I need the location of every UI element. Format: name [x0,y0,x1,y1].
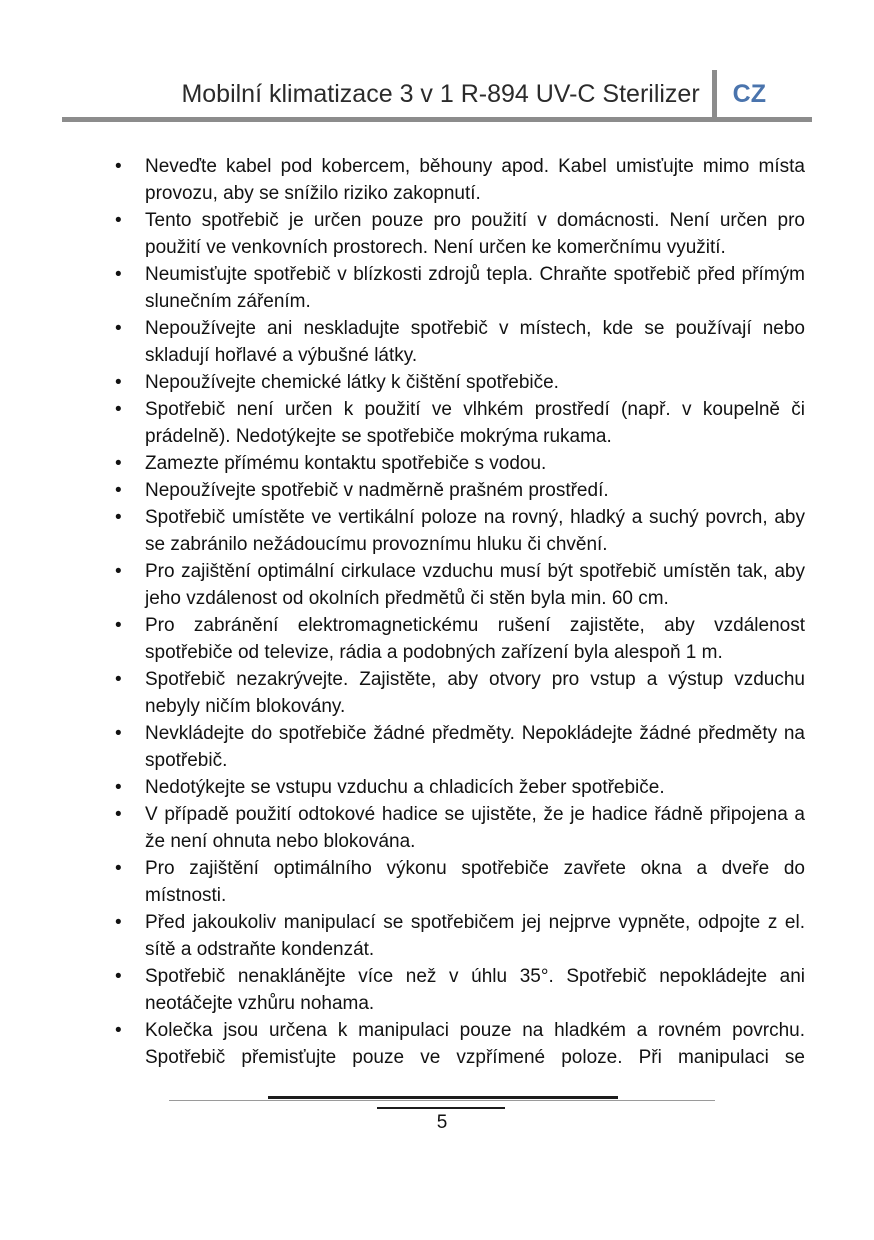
header-rule [62,117,812,122]
list-item: • Spotřebič umístěte ve vertikální poloze na rovný, hladký a suchý povrch, aby se zabránilo nežádoucímu provoznímu hluku či chvění. [113,504,805,558]
footer-rule-short [377,1107,505,1109]
list-item: • Nepoužívejte spotřebič v nadměrně prašném prostředí. [113,477,805,504]
list-item: • Neveďte kabel pod kobercem, běhouny apod. Kabel umisťujte mimo místa provozu, aby se snížilo riziko zakopnutí. [113,153,805,207]
list-item: • Před jakoukoliv manipulací se spotřebičem jej nejprve vypněte, odpojte z el. sítě a odstraňte kondenzát. [113,909,805,963]
list-item: • Nedotýkejte se vstupu vzduchu a chladicích žeber spotřebiče. [113,774,805,801]
list-item: • Nevkládejte do spotřebiče žádné předměty. Nepokládejte žádné předměty na spotřebič. [113,720,805,774]
language-badge: CZ [732,80,766,108]
page-header [62,70,812,122]
list-item: • V případě použití odtokové hadice se ujistěte, že je hadice řádně připojena a že není ohnuta nebo blokována. [113,801,805,855]
page-title: Mobilní klimatizace 3 v 1 R-894 UV-C Sterilizer [181,80,700,108]
list-item: • Nepoužívejte chemické látky k čištění spotřebiče. [113,369,805,396]
page-number: 5 [436,1112,448,1133]
header-divider [712,70,717,117]
safety-instructions-list [113,153,805,1071]
list-item: • Pro zabránění elektromagnetickému rušení zajistěte, aby vzdálenost spotřebiče od televize, rádia a podobných zařízení byla alespoň 1 m. [113,612,805,666]
list-item: • Spotřebič není určen k použití ve vlhkém prostředí (např. v koupelně či prádelně). Nedotýkejte se spotřebiče mokrýma rukama. [113,396,805,450]
header-row [62,70,812,117]
list-item: • Spotřebič nezakrývejte. Zajistěte, aby otvory pro vstup a výstup vzduchu nebyly ničím blokovány. [113,666,805,720]
footer-rule-top [268,1096,618,1099]
list-item: • Neumisťujte spotřebič v blízkosti zdrojů tepla. Chraňte spotřebič před přímým slunečním zářením. [113,261,805,315]
footer-rule-wide [169,1100,715,1101]
list-item: • Kolečka jsou určena k manipulaci pouze na hladkém a rovném povrchu. Spotřebič přemisťujte pouze ve vzpřímené poloze. Při manipulaci se [113,1017,805,1071]
list-item: • Pro zajištění optimální cirkulace vzduchu musí být spotřebič umístěn tak, aby jeho vzdálenost od okolních předmětů či stěn byla min. 60 cm. [113,558,805,612]
list-item: • Tento spotřebič je určen pouze pro použití v domácnosti. Není určen pro použití ve venkovních prostorech. Není určen ke komerčnímu využití. [113,207,805,261]
list-item: • Nepoužívejte ani neskladujte spotřebič v místech, kde se používají nebo skladují hořlavé a výbušné látky. [113,315,805,369]
list-item: • Zamezte přímému kontaktu spotřebiče s vodou. [113,450,805,477]
list-item: • Spotřebič nenaklánějte více než v úhlu 35°. Spotřebič nepokládejte ani neotáčejte vzhůru nohama. [113,963,805,1017]
list-item: • Pro zajištění optimálního výkonu spotřebiče zavřete okna a dveře do místnosti. [113,855,805,909]
